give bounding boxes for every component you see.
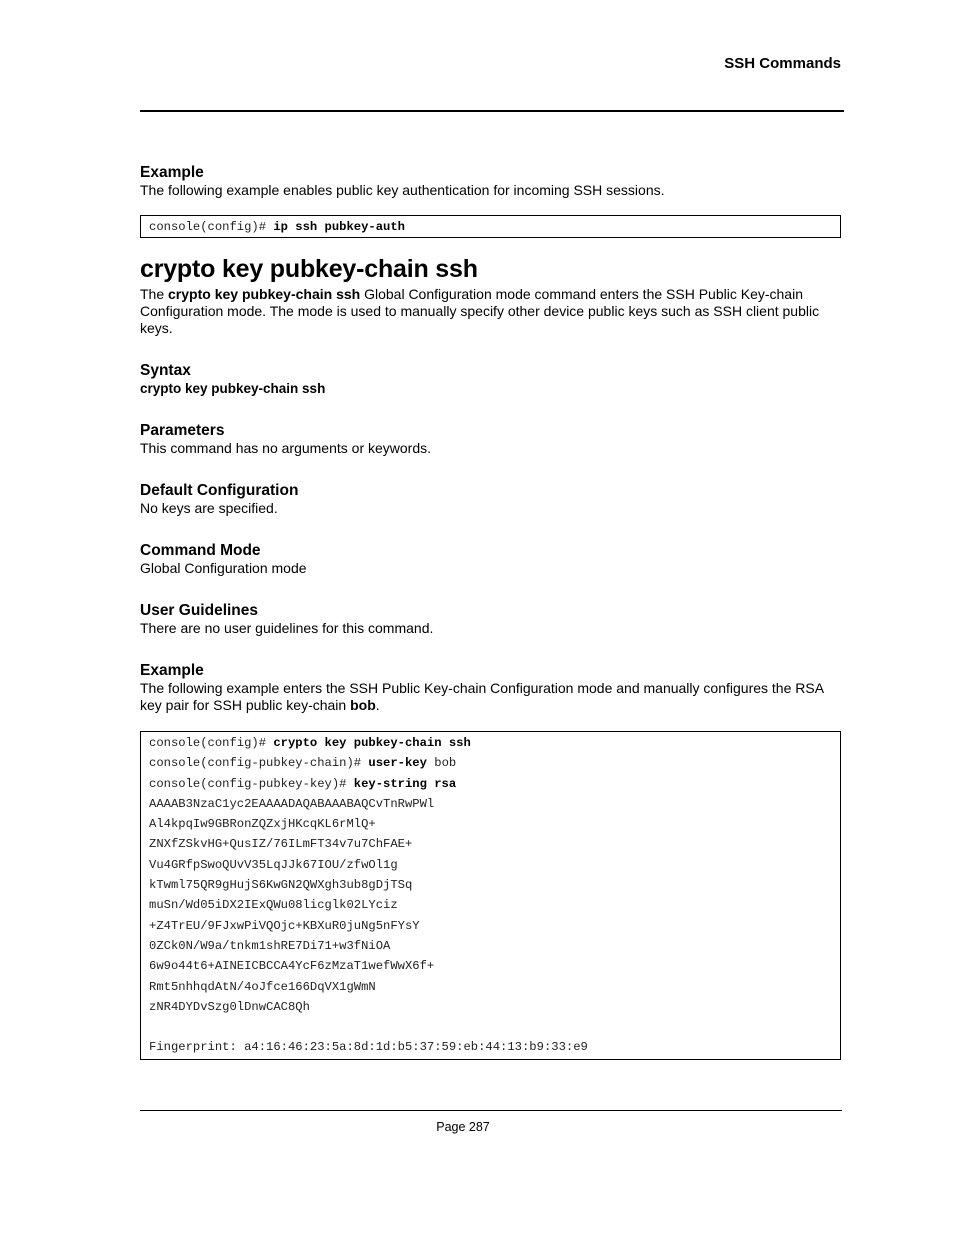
default-config-text: No keys are specified. [140,500,278,516]
code-example-1 [140,215,841,238]
code-prompt: console(config-pubkey-key)# [149,776,354,791]
blank-line [149,1017,832,1037]
key-line: Al4kpqIw9GBRonZQZxjHKcqKL6rMlQ+ [149,817,376,832]
code-argument: bob [426,756,457,771]
header-divider [140,110,844,112]
code-prompt: console(config-pubkey-chain)# [149,756,369,771]
code-command: key-string rsa [353,776,457,791]
key-line: Rmt5nhhqdAtN/4oJfce166DqVX1gWmN [149,979,376,994]
code-prompt: console(config)# [149,736,274,750]
example-heading: Example [140,164,204,181]
ex2-pre: The following example enters the SSH Public Key-chain Configuration mode and manually configures the RSA key pair for SSH public key-chain [140,680,824,713]
command-mode-text: Global Configuration mode [140,560,307,576]
code-line [149,733,832,753]
example-heading-2: Example [140,662,204,679]
page-number: Page 287 [436,1120,490,1134]
ex2-post: . [375,697,380,713]
parameters-text: This command has no arguments or keywords. [140,440,432,456]
desc-post: Global Configuration mode command enters the SSH Public Key-chain Configuration mode. The mode is used to manually specify other device public keys such as SSH client public keys. [140,286,820,336]
code-command: user-key [368,756,427,771]
key-line: ZNXfZSkvHG+QusIZ/76ILmFT34v7u7ChFAE+ [149,837,413,852]
code-command: ip ssh pubkey-auth [273,220,405,234]
footer-divider [140,1110,842,1111]
user-guidelines-heading: User Guidelines [140,602,259,619]
example-description: The following example enables public key authentication for incoming SSH sessions. [140,182,665,198]
key-line: AAAAB3NzaC1yc2EAAAADAQABAAABAQCvTnRwPWl [149,796,435,811]
running-header: SSH Commands [724,55,841,72]
key-line: muSn/Wd05iDX2IExQWu08licglk02LYciz [149,898,398,913]
code-prompt: console(config)# [149,220,274,234]
parameters-heading: Parameters [140,422,225,439]
key-line: 6w9o44t6+AINEICBCCA4YcF6zMzaT1wefWwX6f+ [149,959,435,974]
user-guidelines-text: There are no user guidelines for this command. [140,620,434,636]
default-config-heading: Default Configuration [140,482,299,499]
example-description-2 [140,680,841,714]
fingerprint-line: Fingerprint: a4:16:46:23:5a:8d:1d:b5:37:59:eb:44:13:b9:33:e9 [149,1040,588,1055]
ex2-bold: bob [350,697,376,713]
command-mode-heading: Command Mode [140,542,261,559]
desc-command: crypto key pubkey-chain ssh [168,286,361,302]
key-line: +Z4TrEU/9FJxwPiVQOjc+KBXuR0juNg5nFYsY [149,918,420,933]
syntax-text: crypto key pubkey-chain ssh [140,381,326,396]
command-title: crypto key pubkey-chain ssh [140,255,478,283]
code-line [149,753,832,773]
key-line: zNR4DYDvSzg0lDnwCAC8Qh [149,999,310,1014]
key-line: Vu4GRfpSwoQUvV35LqJJk67IOU/zfwOl1g [149,857,398,872]
code-line [149,774,832,794]
key-line: kTwml75QR9gHujS6KwGN2QWXgh3ub8gDjTSq [149,878,413,893]
syntax-heading: Syntax [140,362,191,379]
page-content [140,163,841,1060]
code-example-2 [140,731,841,1060]
command-description [140,286,841,337]
key-line: 0ZCk0N/W9a/tnkm1shRE7Di71+w3fNiOA [149,938,391,953]
code-command: crypto key pubkey-chain ssh [273,736,471,750]
desc-pre: The [140,286,169,302]
